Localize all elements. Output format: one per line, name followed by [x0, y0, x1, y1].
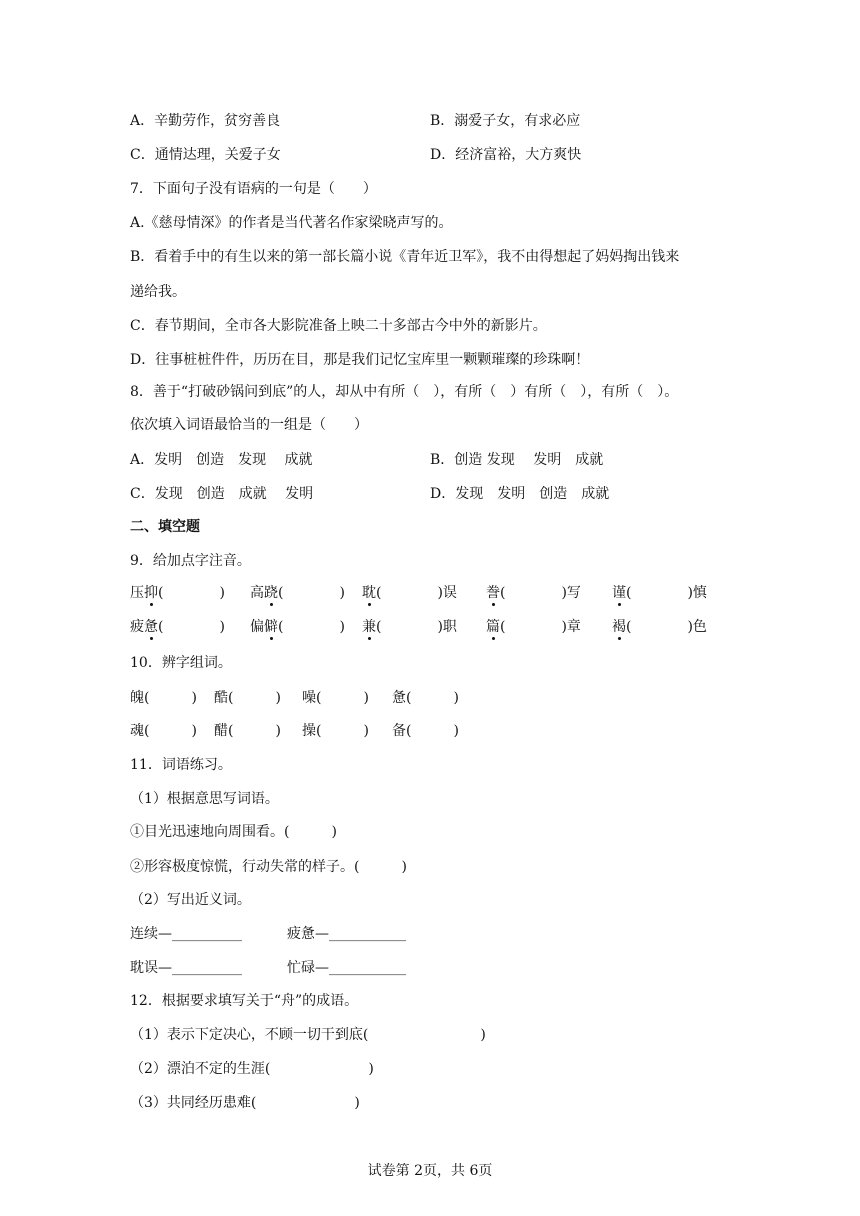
pinyin-item: 耽( )误 — [362, 585, 457, 601]
word-item: 酷( ) — [214, 690, 281, 706]
q8-option-b: B．创造 发现 发明 成就 — [430, 452, 604, 468]
word-item: 备( ) — [392, 723, 459, 739]
q11-stem: 11．词语练习。 — [130, 757, 232, 773]
q6-option-a: A．辛勤劳作，贫穷善良 — [130, 113, 281, 129]
synonym-item: 忙碌—___________ — [287, 960, 406, 976]
q7-option-b-line1: B．看着手中的有生以来的第一部长篇小说《青年近卫军》，我不由得想起了妈妈掏出钱来 — [130, 249, 680, 265]
q12-part-1: （1）表示下定决心，不顾一切干到底( ) — [130, 1027, 486, 1043]
q6-option-b: B．溺爱子女，有求必应 — [430, 113, 581, 129]
pinyin-item: 谨( )慎 — [612, 585, 707, 601]
pinyin-item: 兼( )职 — [362, 619, 457, 635]
pinyin-item: 褐( )色 — [612, 619, 707, 635]
q8-stem-line2: 依次填入词语最恰当的一组是（ ） — [130, 417, 368, 433]
pinyin-item: 高跷( ) — [250, 585, 345, 601]
word-item: 魄( ) — [130, 690, 197, 706]
word-item: 操( ) — [302, 723, 369, 739]
q7-option-c: C．春节期间，全市各大影院准备上映二十多部古今中外的新影片。 — [130, 318, 547, 334]
q8-option-d: D．发现 发明 创造 成就 — [430, 486, 610, 502]
q12-part-2: （2）漂泊不定的生涯( ) — [130, 1061, 374, 1077]
synonym-item: 疲惫—___________ — [287, 926, 406, 942]
q8-stem-line1: 8．善于“打破砂锅问到底”的人，却从中有所（ ），有所（ ）有所（ ），有所（ ）。 — [130, 384, 679, 400]
q10-stem: 10．辨字组词。 — [130, 655, 232, 671]
page-footer: 试卷第 2页，共 6页 — [367, 1163, 493, 1179]
q6-option-c: C．通情达理，关爱子女 — [130, 147, 281, 163]
pinyin-item: 誊( )写 — [486, 585, 581, 601]
q12-part-3: （3）共同经历患难( ) — [130, 1095, 360, 1111]
synonym-item: 耽误—__________ — [130, 960, 242, 976]
q11-item-2: ②形容极度惊慌，行动失常的样子。( ) — [130, 859, 407, 875]
pinyin-item: 偏僻( ) — [250, 619, 345, 635]
q8-option-c: C．发现 创造 成就 发明 — [130, 486, 314, 502]
q7-stem: 7．下面句子没有语病的一句是（ ） — [130, 181, 377, 197]
word-item: 魂( ) — [130, 723, 197, 739]
word-item: 醋( ) — [214, 723, 281, 739]
q7-option-d: D．往事桩桩件件，历历在目，那是我们记忆宝库里一颗颗璀璨的珍珠啊！ — [130, 352, 590, 368]
q11-sub1: （1）根据意思写词语。 — [130, 791, 279, 807]
q7-option-a: A.《慈母情深》的作者是当代著名作家梁晓声写的。 — [130, 215, 453, 231]
q7-option-b-line2: 递给我。 — [130, 284, 186, 300]
q6-option-d: D．经济富裕，大方爽快 — [430, 147, 582, 163]
section-heading: 二、填空题 — [130, 519, 200, 535]
word-item: 噪( ) — [302, 690, 369, 706]
synonym-item: 连续—__________ — [130, 926, 242, 942]
q11-sub2: （2）写出近义词。 — [130, 892, 251, 908]
pinyin-item: 篇( )章 — [486, 619, 581, 635]
q11-item-1: ①目光迅速地向周围看。( ) — [130, 824, 337, 840]
q8-option-a: A．发明 创造 发现 成就 — [130, 452, 313, 468]
q9-stem: 9．给加点字注音。 — [130, 553, 251, 569]
q12-stem: 12．根据要求填写关于“舟”的成语。 — [130, 993, 359, 1009]
pinyin-item: 压抑( ) — [130, 585, 225, 601]
word-item: 惫( ) — [392, 690, 459, 706]
pinyin-item: 疲惫( ) — [130, 619, 225, 635]
